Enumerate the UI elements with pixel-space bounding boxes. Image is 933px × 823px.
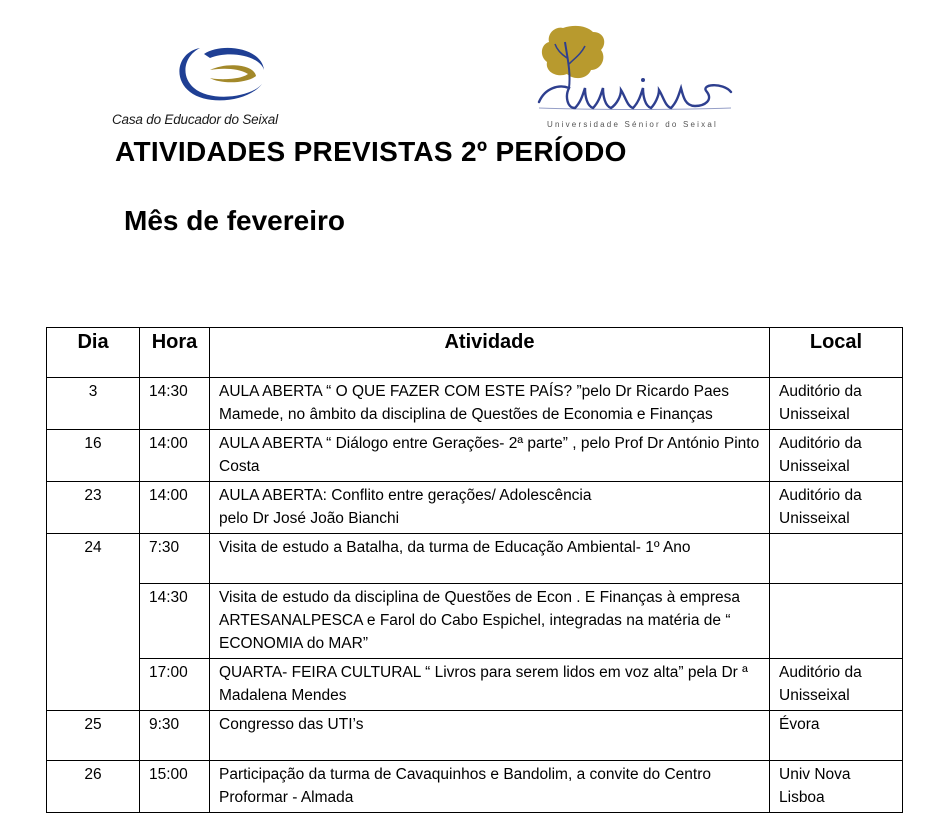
cell-atividade: AULA ABERTA “ O QUE FAZER COM ESTE PAÍS? ”pelo Dr Ricardo Paes Mamede, no âmbito da disciplina de Questões de Economia e Finanças — [210, 378, 770, 430]
cell-atividade: QUARTA- FEIRA CULTURAL “ Livros para serem lidos em voz alta” pela Dr ª Madalena Mendes — [210, 659, 770, 711]
cell-atividade: Congresso das UTI’s — [210, 711, 770, 761]
table-row — [47, 761, 903, 813]
column-header-atividade: Atividade — [210, 328, 770, 378]
activities-table — [46, 327, 903, 813]
table-row — [47, 659, 903, 711]
atividade-line: pelo Dr José João Bianchi — [219, 510, 400, 527]
atividade-line: AULA ABERTA: Conflito entre gerações/ Adolescência — [219, 487, 592, 504]
table-row — [47, 430, 903, 482]
cell-hora: 14:00 — [140, 482, 210, 534]
cell-local: Évora — [770, 711, 903, 761]
table-row — [47, 584, 903, 659]
month-subtitle: Mês de fevereiro — [124, 205, 345, 236]
cell-local: Auditório da Unisseixal — [770, 482, 903, 534]
cell-hora: 15:00 — [140, 761, 210, 813]
cell-dia: 24 — [47, 534, 140, 711]
table-row — [47, 378, 903, 430]
table-row — [47, 482, 903, 534]
column-header-local: Local — [770, 328, 903, 378]
table-header-row — [47, 328, 903, 378]
cell-dia: 26 — [47, 761, 140, 813]
unis-logo — [535, 22, 735, 134]
column-header-hora: Hora — [140, 328, 210, 378]
cell-local: Univ Nova Lisboa — [770, 761, 903, 813]
column-header-dia: Dia — [47, 328, 140, 378]
cell-hora: 14:30 — [140, 378, 210, 430]
cell-hora: 17:00 — [140, 659, 210, 711]
cell-dia: 3 — [47, 378, 140, 430]
table-row — [47, 711, 903, 761]
cell-atividade: Visita de estudo da disciplina de Questões de Econ . E Finanças à empresa ARTESANALPESCA e Farol do Cabo Espichel, integradas na matéria de “ ECONOMIA do MAR” — [210, 584, 770, 659]
cell-local: Auditório da Unisseixal — [770, 659, 903, 711]
table-row — [47, 534, 903, 584]
ces-swoosh-icon — [170, 40, 270, 112]
cell-local: Auditório da Unisseixal — [770, 378, 903, 430]
cell-hora: 14:00 — [140, 430, 210, 482]
cell-dia: 16 — [47, 430, 140, 482]
cell-atividade: AULA ABERTA “ Diálogo entre Gerações- 2ª parte” , pelo Prof Dr António Pinto Costa — [210, 430, 770, 482]
cell-hora: 7:30 — [140, 534, 210, 584]
cell-hora: 14:30 — [140, 584, 210, 659]
tree-icon — [535, 22, 735, 120]
cell-hora: 9:30 — [140, 711, 210, 761]
cell-atividade — [210, 482, 770, 534]
cell-local — [770, 534, 903, 584]
cell-atividade: Visita de estudo a Batalha, da turma de Educação Ambiental- 1º Ano — [210, 534, 770, 584]
ces-logo-text: Casa do Educador do Seixal — [112, 112, 278, 127]
cell-local — [770, 584, 903, 659]
cell-local: Auditório da Unisseixal — [770, 430, 903, 482]
ces-logo — [112, 40, 282, 132]
unis-logo-subtitle: Universidade Sénior do Seixal — [547, 120, 718, 129]
cell-dia: 23 — [47, 482, 140, 534]
cell-atividade: Participação da turma de Cavaquinhos e Bandolim, a convite do Centro Proformar - Almada — [210, 761, 770, 813]
cell-dia: 25 — [47, 711, 140, 761]
page-title: ATIVIDADES PREVISTAS 2º PERÍODO — [115, 136, 627, 167]
